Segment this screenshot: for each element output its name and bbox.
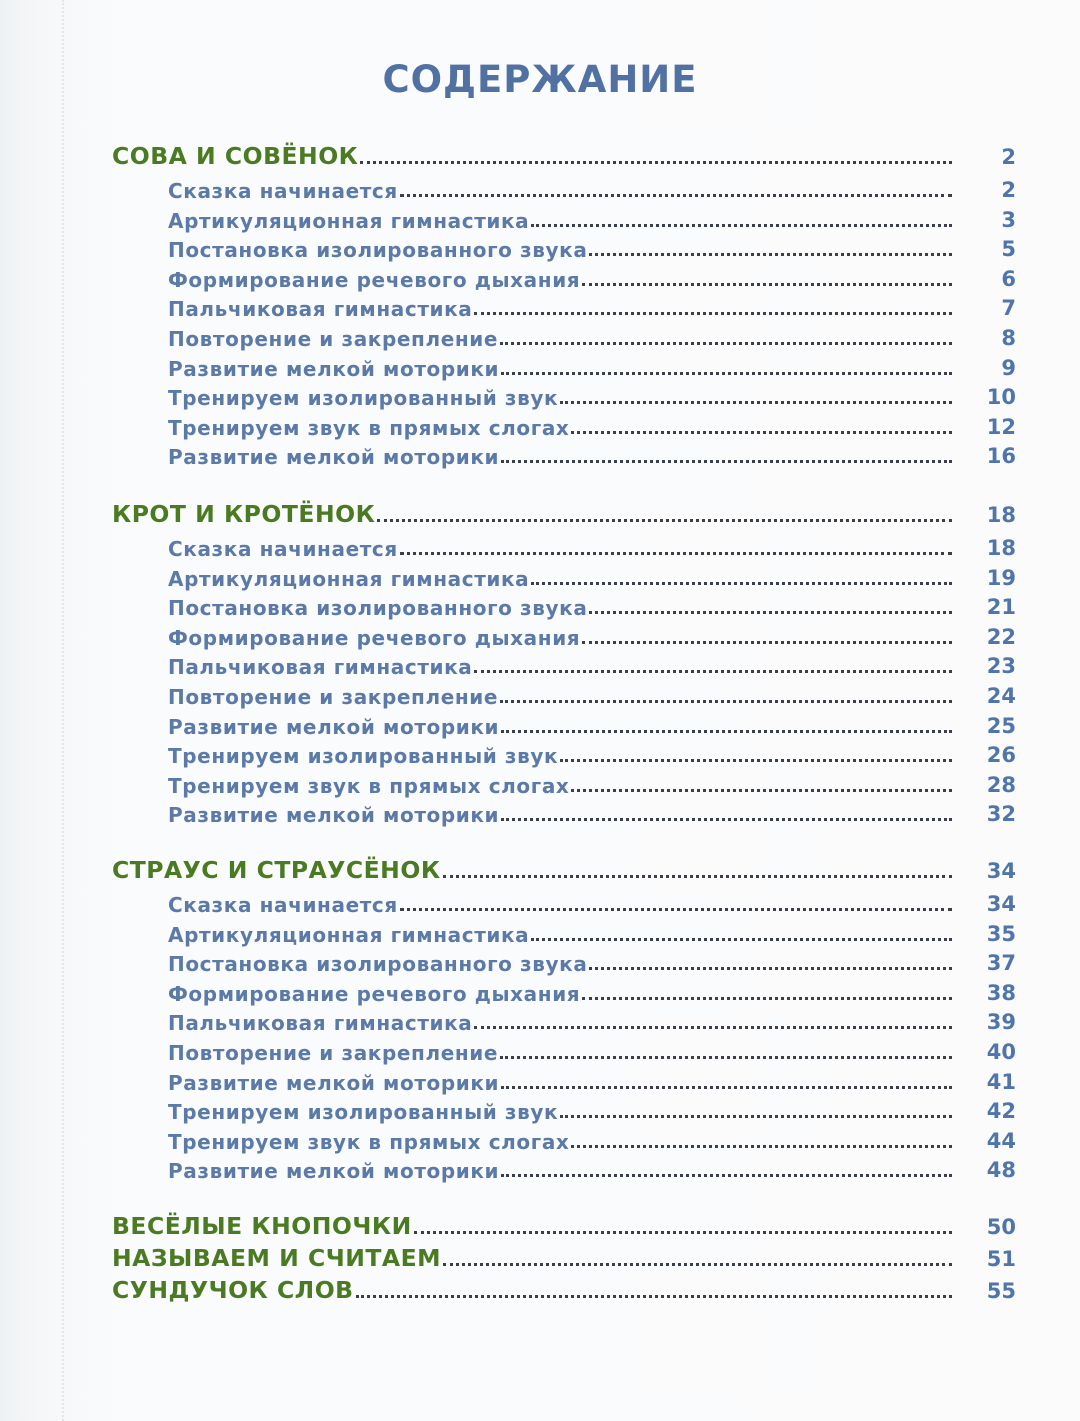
dot-leader xyxy=(560,401,952,404)
toc-extra-3[interactable] xyxy=(112,1272,1016,1302)
dot-leader xyxy=(500,700,952,703)
toc-entry-label: Формирование речевого дыхания xyxy=(168,625,581,650)
toc-entry[interactable] xyxy=(168,618,1016,648)
dot-leader xyxy=(500,1056,952,1059)
toc-entry[interactable] xyxy=(168,230,1016,263)
dot-leader xyxy=(356,1295,952,1298)
toc-entry[interactable] xyxy=(168,677,1016,707)
toc-entry-label: Повторение и закрепление xyxy=(168,685,499,709)
toc-entry-page-number: 18 xyxy=(986,536,1016,560)
dot-leader xyxy=(582,997,952,1000)
toc-entry-label: Артикуляционная гимнастика xyxy=(168,208,530,233)
toc-entry-label: Развитие мелкой моторики xyxy=(168,445,500,470)
toc-entry-page-number: 9 xyxy=(1001,355,1016,380)
toc-entry[interactable] xyxy=(168,289,1016,322)
toc-entry[interactable] xyxy=(168,378,1016,411)
toc-entry-label: Формирование речевого дыхания xyxy=(168,981,581,1006)
toc-entry[interactable] xyxy=(168,647,1016,680)
dot-leader xyxy=(560,759,952,762)
toc-entry-page-number: 19 xyxy=(986,565,1016,590)
toc-entry-page-number: 22 xyxy=(986,624,1016,649)
dot-leader xyxy=(500,342,952,345)
toc-entry-label: Развитие мелкой моторики xyxy=(168,1070,500,1095)
toc-entry-label: Артикуляционная гимнастика xyxy=(168,566,530,591)
toc-extra-2[interactable] xyxy=(112,1240,1016,1270)
toc-entry-page-number: 38 xyxy=(986,980,1016,1005)
toc-entry[interactable] xyxy=(168,915,1016,945)
toc-entry-page-number: 48 xyxy=(986,1158,1016,1183)
toc-entry-label: Сказка начинается xyxy=(168,893,398,917)
dot-leader xyxy=(474,670,952,673)
toc-entry-page-number: 40 xyxy=(986,1040,1016,1064)
toc-entry-label: Артикуляционная гимнастика xyxy=(168,922,530,947)
toc-extra-1-label: ВЕСЁЛЫЕ КНОПОЧКИ xyxy=(112,1211,412,1240)
toc-entry-page-number: 34 xyxy=(986,892,1016,916)
toc-entry-page-number: 25 xyxy=(986,713,1016,738)
toc-section-2[interactable] xyxy=(112,496,1016,526)
toc-entry[interactable] xyxy=(168,766,1016,796)
toc-entry-page-number: 24 xyxy=(986,684,1016,708)
toc-entry-label: Постановка изолированного звука xyxy=(168,238,588,263)
toc-entry-label: Постановка изолированного звука xyxy=(168,952,588,977)
toc-entry[interactable] xyxy=(168,408,1016,438)
toc-extra-3-page-number: 55 xyxy=(986,1279,1016,1303)
dot-leader xyxy=(377,519,952,522)
toc-entry-label: Постановка изолированного звука xyxy=(168,596,588,621)
toc-entry-page-number: 8 xyxy=(1001,326,1016,350)
toc-entry[interactable] xyxy=(168,707,1016,737)
toc-entry-label: Формирование речевого дыхания xyxy=(168,267,581,292)
toc-section-2-page-number: 18 xyxy=(986,503,1016,527)
toc-entry[interactable] xyxy=(168,1063,1016,1093)
toc-entry-page-number: 3 xyxy=(1001,207,1016,232)
toc-section-2-label: КРОТ И КРОТЁНОК xyxy=(112,499,376,528)
toc-entry[interactable] xyxy=(168,1151,1016,1184)
dot-leader xyxy=(360,161,952,164)
toc-entry[interactable] xyxy=(168,944,1016,977)
toc-entry-page-number: 44 xyxy=(986,1128,1016,1153)
toc-entry-label: Сказка начинается xyxy=(168,179,398,203)
toc-entry-page-number: 10 xyxy=(986,385,1016,410)
toc-entry-label: Пальчиковая гимнастика xyxy=(168,655,473,680)
toc-entry-page-number: 37 xyxy=(986,951,1016,976)
toc-entry-label: Пальчиковая гимнастика xyxy=(168,1011,473,1036)
dot-leader xyxy=(501,1174,952,1177)
toc-section-3[interactable] xyxy=(112,852,1016,882)
toc-entry[interactable] xyxy=(168,201,1016,231)
toc-entry[interactable] xyxy=(168,1122,1016,1152)
toc-entry[interactable] xyxy=(168,319,1016,349)
toc-entry-page-number: 39 xyxy=(986,1010,1016,1035)
dot-leader xyxy=(443,1263,952,1266)
toc-entry-label: Развитие мелкой моторики xyxy=(168,803,500,828)
toc-entry-page-number: 42 xyxy=(986,1099,1016,1124)
toc-entry-page-number: 16 xyxy=(986,444,1016,469)
toc-entry[interactable] xyxy=(168,349,1016,379)
dot-leader xyxy=(501,818,952,821)
toc-entry-page-number: 7 xyxy=(1001,296,1016,321)
dot-leader xyxy=(400,552,952,555)
toc-extra-3-label: СУНДУЧОК СЛОВ xyxy=(112,1275,354,1304)
toc-entry-label: Повторение и закрепление xyxy=(168,1041,499,1065)
dot-leader xyxy=(474,1026,952,1029)
toc-entry[interactable] xyxy=(168,736,1016,769)
toc-entry-label: Тренируем изолированный звук xyxy=(168,744,559,769)
toc-entry[interactable] xyxy=(168,1092,1016,1125)
toc-entry-page-number: 2 xyxy=(1001,178,1016,202)
dot-leader xyxy=(589,611,952,614)
dot-leader xyxy=(571,431,952,434)
toc-entry-page-number: 23 xyxy=(986,654,1016,679)
dot-leader xyxy=(501,1086,952,1089)
toc-entry-label: Развитие мелкой моторики xyxy=(168,714,500,739)
toc-entry-page-number: 12 xyxy=(986,414,1016,439)
dot-leader xyxy=(589,253,952,256)
dot-leader xyxy=(501,372,952,375)
toc-entry[interactable] xyxy=(168,795,1016,828)
toc-extra-1-page-number: 50 xyxy=(986,1215,1016,1239)
binding-edge xyxy=(62,0,64,1421)
dot-leader xyxy=(571,1145,952,1148)
toc-entry-label: Тренируем звук в прямых слогах xyxy=(168,1129,570,1154)
toc-entry[interactable] xyxy=(168,885,1016,915)
toc-entry[interactable] xyxy=(168,974,1016,1004)
toc-entry-page-number: 28 xyxy=(986,772,1016,797)
toc-entry-label: Тренируем звук в прямых слогах xyxy=(168,415,570,440)
toc-entry[interactable] xyxy=(168,529,1016,559)
toc-entry-label: Повторение и закрепление xyxy=(168,327,499,351)
dot-leader xyxy=(400,194,952,197)
dot-leader xyxy=(531,224,952,227)
toc-entry-label: Тренируем изолированный звук xyxy=(168,386,559,411)
page-title: СОДЕРЖАНИЕ xyxy=(382,58,698,101)
toc-entry[interactable] xyxy=(168,1033,1016,1063)
toc-extra-2-label: НАЗЫВАЕМ И СЧИТАЕМ xyxy=(112,1243,442,1272)
dot-leader xyxy=(589,967,952,970)
dot-leader xyxy=(400,908,952,911)
dot-leader xyxy=(474,312,952,315)
toc-section-1-page-number: 2 xyxy=(1001,145,1016,169)
toc-entry-page-number: 26 xyxy=(986,743,1016,768)
toc-entry[interactable] xyxy=(168,1003,1016,1036)
toc-entry-label: Тренируем изолированный звук xyxy=(168,1100,559,1125)
toc-entry-label: Пальчиковая гимнастика xyxy=(168,297,473,322)
toc-entry[interactable] xyxy=(168,171,1016,201)
dot-leader xyxy=(531,938,952,941)
toc-section-1[interactable] xyxy=(112,138,1016,168)
toc-entry-page-number: 6 xyxy=(1001,266,1016,291)
toc-entry-page-number: 32 xyxy=(986,802,1016,827)
toc-entry-label: Развитие мелкой моторики xyxy=(168,1159,500,1184)
toc-entry-label: Тренируем звук в прямых слогах xyxy=(168,773,570,798)
dot-leader xyxy=(582,641,952,644)
dot-leader xyxy=(531,582,952,585)
toc-section-3-label: СТРАУС И СТРАУСЁНОК xyxy=(112,855,441,884)
toc-extra-1[interactable] xyxy=(112,1208,1016,1238)
toc-extra-2-page-number: 51 xyxy=(986,1247,1016,1271)
toc-section-3-page-number: 34 xyxy=(986,859,1016,883)
toc-entry[interactable] xyxy=(168,437,1016,470)
toc-entry-page-number: 41 xyxy=(986,1069,1016,1094)
dot-leader xyxy=(571,789,952,792)
toc-entry-page-number: 21 xyxy=(986,595,1016,620)
toc-entry-label: Сказка начинается xyxy=(168,537,398,561)
toc-entry-page-number: 5 xyxy=(1001,237,1016,262)
dot-leader xyxy=(582,283,952,286)
toc-section-1-label: СОВА И СОВЁНОК xyxy=(112,141,359,170)
toc-entry-label: Развитие мелкой моторики xyxy=(168,356,500,381)
dot-leader xyxy=(501,460,952,463)
dot-leader xyxy=(443,875,952,878)
dot-leader xyxy=(501,730,952,733)
toc-entry-page-number: 35 xyxy=(986,921,1016,946)
dot-leader xyxy=(560,1115,952,1118)
toc-entry[interactable] xyxy=(168,588,1016,621)
dot-leader xyxy=(414,1231,952,1234)
toc-entry[interactable] xyxy=(168,260,1016,290)
toc-entry[interactable] xyxy=(168,559,1016,589)
